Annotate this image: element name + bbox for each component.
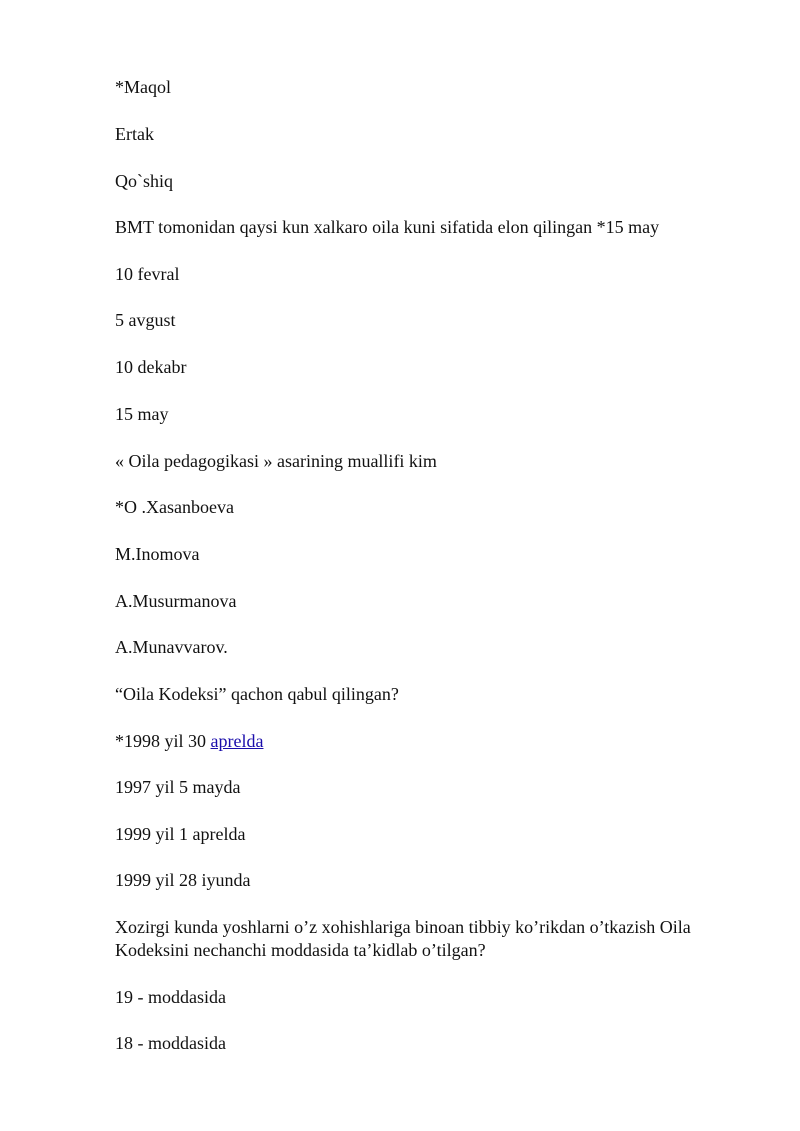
question-text: « Oila pedagogikasi » asarining muallifi kim (115, 451, 437, 471)
question-text: “Oila Kodeksi” qachon qabul qilingan? (115, 684, 399, 704)
answer-option: *Maqol (115, 77, 171, 97)
answer-option: 5 avgust (115, 310, 176, 330)
aprelda-link[interactable]: aprelda (210, 731, 264, 751)
answer-option: 19 - moddasida (115, 987, 226, 1007)
answer-option (115, 730, 735, 753)
answer-option: 10 fevral (115, 264, 180, 284)
answer-option: 1997 yil 5 mayda (115, 777, 241, 797)
answer-option: 18 - moddasida (115, 1033, 226, 1053)
answer-option: A.Munavvarov. (115, 637, 228, 657)
answer-option: *O .Xasanboeva (115, 497, 234, 517)
answer-option: Qo`shiq (115, 171, 173, 191)
answer-option: 15 may (115, 404, 169, 424)
answer-option: M.Inomova (115, 544, 200, 564)
answer-option: 1999 yil 28 iyunda (115, 870, 251, 890)
answer-option: A.Musurmanova (115, 591, 237, 611)
answer-option: Ertak (115, 124, 154, 144)
answer-option-text: *1998 yil 30 (115, 731, 211, 751)
answer-option: 1999 yil 1 aprelda (115, 824, 246, 844)
question-text: BMT tomonidan qaysi kun xalkaro oila kuni sifatida elon qilingan *15 may (115, 217, 660, 237)
answer-option: 10 dekabr (115, 357, 187, 377)
question-text: Xozirgi kunda yoshlarni o’z xohishlariga binoan tibbiy ko’rikdan o’tkazish Oila Kodeksini nechanchi moddasida ta’kidlab o’tilgan? (115, 917, 691, 960)
